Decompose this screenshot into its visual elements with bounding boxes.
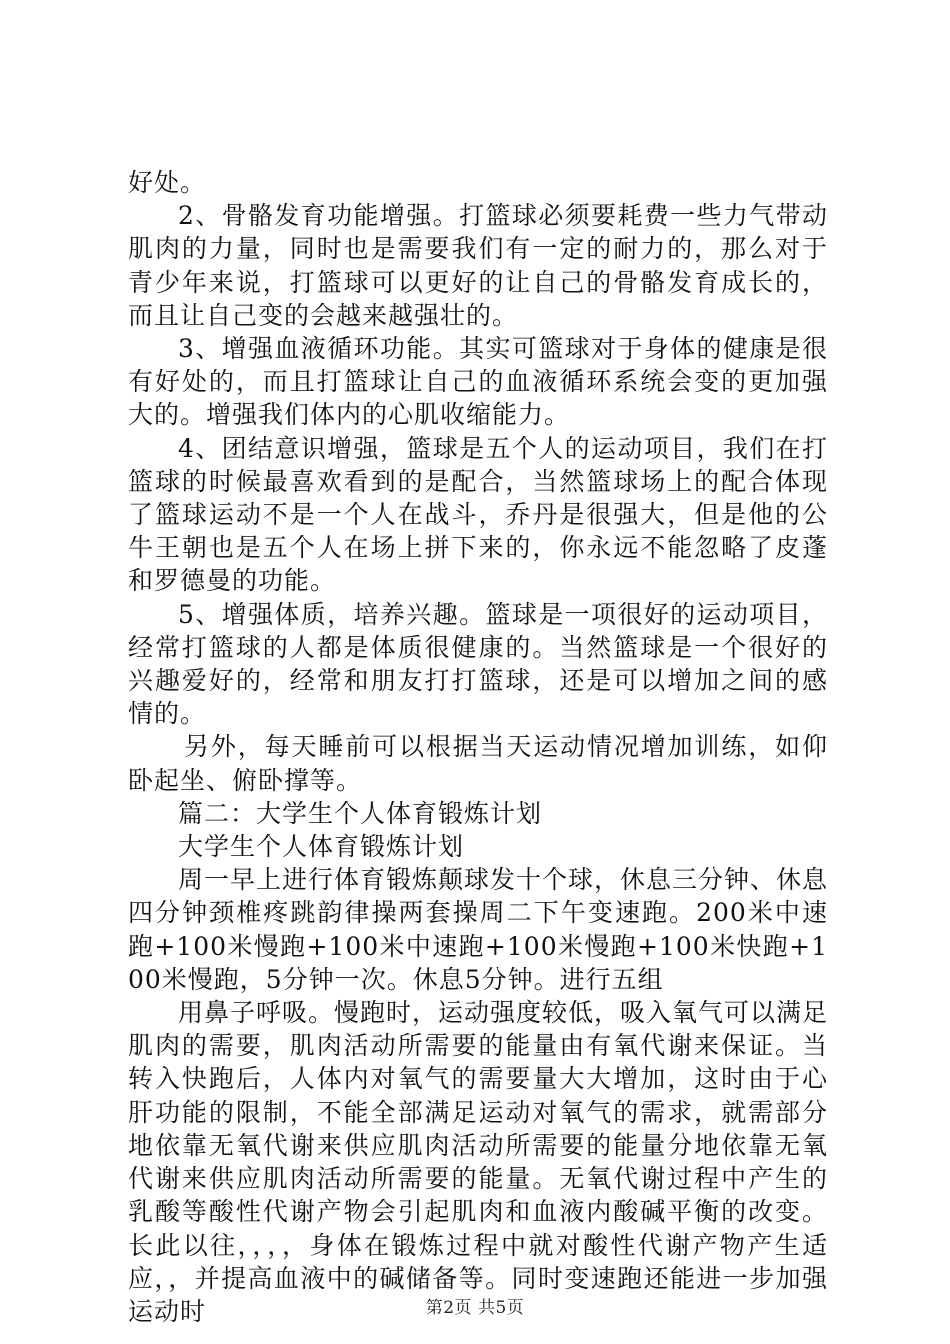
page-number-footer: 第2页 共5页 — [425, 1298, 525, 1318]
paragraph-point-5: 5、增强体质，培养兴趣。篮球是一项很好的运动项目，经常打篮球的人都是体质很健康的。当然篮球是一个很好的兴趣爱好的，经常和朋友打打篮球，还是可以增加之间的感情的。 — [128, 599, 828, 729]
paragraph-breathing: 用鼻子呼吸。慢跑时，运动强度较低，吸入氧气可以满足肌肉的需要，肌肉活动所需要的能量由有氧代谢来保证。当转入快跑后，人体内对氧气的需要量大大增加，这时由于心肝功能的限制，不能全部满足运动对氧气的需求，就需部分地依靠无氧代谢来供应肌肉活动所需要的能量分地依靠无氧代谢来供应肌肉活动所需要的能量。无氧代谢过程中产生的乳酸等酸性代谢产物会引起肌肉和血液内酸碱平衡的改变。长此以往，，，，身体在锻炼过程中就对酸性代谢产物产生适应，，并提高血液中的碱储备等。同时变速跑还能进一步加强运动时 — [128, 998, 829, 1326]
section-subheading: 大学生个人体育锻炼计划 — [178, 832, 465, 862]
paragraph-additional: 另外，每天睡前可以根据当天运动情况增加训练，如仰卧起坐、俯卧撑等。 — [128, 732, 828, 795]
paragraph-point-2: 2、骨骼发育功能增强。打篮球必须要耗费一些力气带动肌肉的力量，同时也是需要我们有一定的耐力的，那么对于青少年来说，打篮球可以更好的让自己的骨骼发育成长的，而且让自己变的会越来越强壮的。 — [128, 201, 828, 330]
paragraph-continuation: 好处。 — [128, 168, 207, 197]
paragraph-point-3: 3、增强血液循环功能。其实可篮球对于身体的健康是很有好处的，而且打篮球让自己的血液循环系统会变的更加强大的。增强我们体内的心肌收缩能力。 — [128, 334, 828, 430]
paragraph-point-4: 4、团结意识增强，篮球是五个人的运动项目，我们在打篮球的时候最喜欢看到的是配合，当然篮球场上的配合体现了篮球运动不是一个人在战斗，乔丹是很强大，但是他的公牛王朝也是五个人在场上拼下来的，你永远不能忽略了皮蓬和罗德曼的功能。 — [128, 433, 828, 596]
document-body — [128, 166, 828, 1328]
section-heading: 篇二：大学生个人体育锻炼计划 — [178, 798, 543, 828]
paragraph-monday-plan: 周一早上进行体育锻炼颠球发十个球，休息三分钟、休息四分钟颈椎疼跳韵律操两套操周二下午变速跑。200米中速跑+100米慢跑+100米中速跑+100米慢跑+100米快跑+100米慢跑，5分钟一次。休息5分钟。进行五组 — [128, 865, 829, 994]
